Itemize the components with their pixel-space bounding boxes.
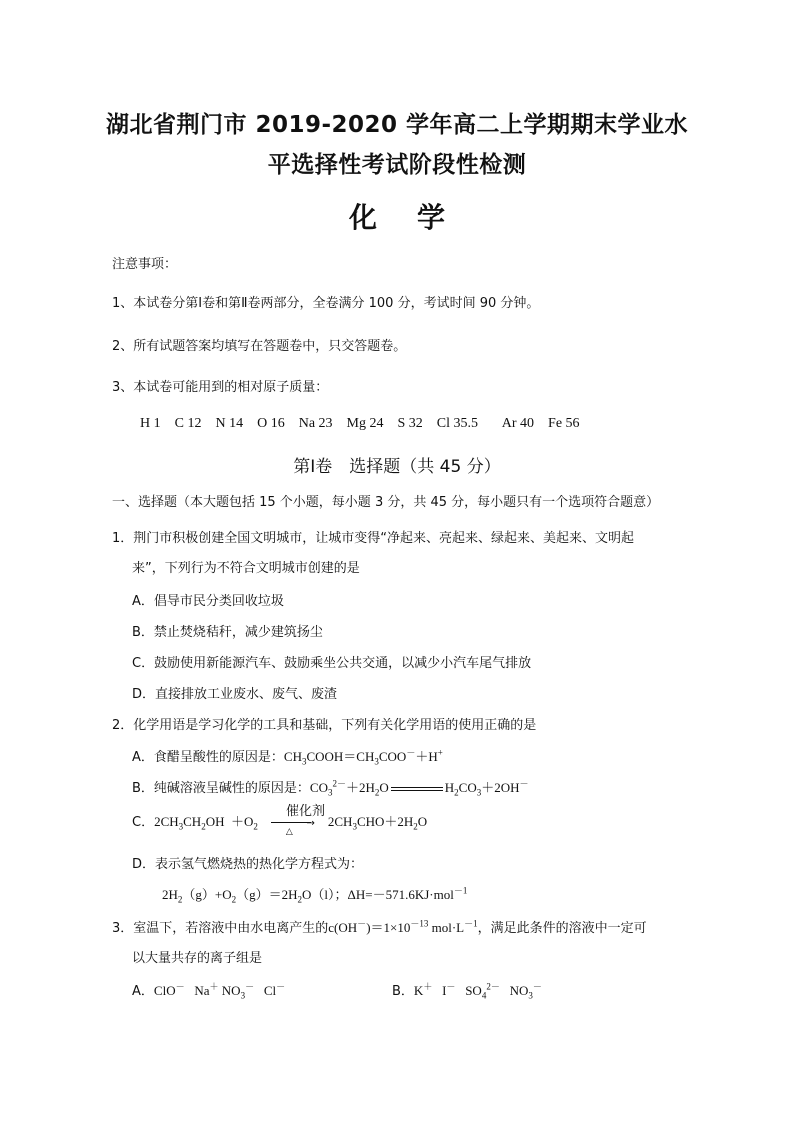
atomic-mass-list [140, 415, 580, 433]
atomic-mass: Cl 35.5 [436, 416, 479, 431]
q3-stem-line1: 3．室温下，若溶液中由水电离产生的$c(OH^-)=1\times 10^{-13}$ $mol\cdot L^{-1}$，满足此条件的溶液中一定可 [112, 918, 647, 936]
q3-option-b-label: B． [392, 984, 414, 999]
atomic-mass: S 32 [397, 416, 423, 431]
note-item-2: 2、所有试题答案均填写在答题卷中，只交答题卷。 [112, 339, 407, 354]
q1-option-c: C．鼓励使用新能源汽车、鼓励乘坐公共交通，以减少小汽车尾气排放 [132, 656, 532, 671]
exam-title-line2: 平选择性考试阶段性检测 [267, 152, 527, 178]
equilibrium-arrow-icon [389, 784, 445, 794]
q1-option-b: B．禁止焚烧秸秆，减少建筑扬尘 [132, 625, 323, 640]
reaction-arrow-icon: → △ [271, 817, 315, 829]
catalyst-label: 催化剂 [286, 804, 326, 819]
q2-option-d: D．表示氢气燃烧热的热化学方程式为： [132, 857, 364, 872]
q1-stem-line2: 来”，下列行为不符合文明城市创建的是 [132, 561, 360, 576]
atomic-mass: Ar 40 [501, 416, 535, 431]
section-instruction: 一、选择题（本大题包括 15 个小题，每小题 3 分，共 45 分，每小题只有一个选项符合题意） [112, 495, 660, 510]
section-title: 第Ⅰ卷 选择题（共 45 分） [293, 457, 501, 477]
atomic-mass: N 14 [215, 416, 244, 431]
q2-stem: 2．化学用语是学习化学的工具和基础，下列有关化学用语的使用正确的是 [112, 718, 537, 733]
exam-title-line1: 湖北省荆门市 2019-2020 学年高二上学期期末学业水 [105, 112, 689, 138]
q2-option-d-equation: $2H_2(g)+O_2(g)=2H_2O(l)$；ΔH=－571.6KJ·mol$^{-1}$ [162, 885, 468, 905]
notes-heading: 注意事项： [112, 257, 178, 272]
q3-stem-suffix: ，满足此条件的溶液中一定可 [477, 921, 647, 936]
heat-symbol: △ [285, 826, 293, 837]
q2-option-a-text: A．食醋呈酸性的原因是： [132, 750, 284, 765]
q1-option-a: A．倡导市民分类回收垃圾 [132, 594, 284, 609]
atomic-mass: Na 23 [298, 416, 333, 431]
note-item-1: 1、本试卷分第Ⅰ卷和第Ⅱ卷两部分，全卷满分 100 分，考试时间 90 分钟。 [112, 296, 540, 311]
q1-option-d: D．直接排放工业废水、废气、废渣 [132, 687, 338, 702]
atomic-mass: C 12 [174, 416, 202, 431]
q3-option-b: B．K＋ I－ $SO_4^{2-}$ $NO_3^-$ [392, 981, 542, 1001]
subject-title: 化学 [348, 201, 485, 234]
atomic-mass: O 16 [257, 416, 285, 431]
note-item-3: 3、本试卷可能用到的相对原子质量： [112, 380, 329, 395]
atomic-mass: H 1 [140, 416, 161, 431]
q2-option-c-text: C． [132, 815, 155, 830]
q2-option-a: A．食醋呈酸性的原因是：$CH_3COOH=CH_3COO^-+H^+$ [132, 747, 443, 767]
q2-option-c: C．$2CH_3CH_2OH +O_2$ → △ $2CH_3CHO+2H_2O$ [132, 813, 427, 832]
q3-stem-line2: 以大量共存的离子组是 [132, 951, 263, 966]
atomic-mass: Fe 56 [548, 416, 580, 431]
q2-d-enthalpy: ；ΔH=－571.6KJ·mol [334, 887, 454, 902]
q2-option-b: B．纯碱溶液呈碱性的原因是：$CO_3^{2-}+2H_2O$ $H_2CO_3+2OH^-$ [132, 778, 529, 798]
q2-option-b-text: B．纯碱溶液呈碱性的原因是： [132, 781, 310, 796]
q3-stem-prefix: 3．室温下，若溶液中由水电离产生的 [112, 921, 329, 936]
q3-option-a-label: A． [132, 984, 154, 999]
q3-option-a: A．ClO－ Na＋ $NO_3^-$ Cl－ [132, 981, 286, 1001]
q1-stem-line1: 1．荆门市积极创建全国文明城市，让城市变得“净起来、亮起来、绿起来、美起来、文明起 [112, 531, 635, 546]
atomic-mass: Mg 24 [346, 416, 384, 431]
